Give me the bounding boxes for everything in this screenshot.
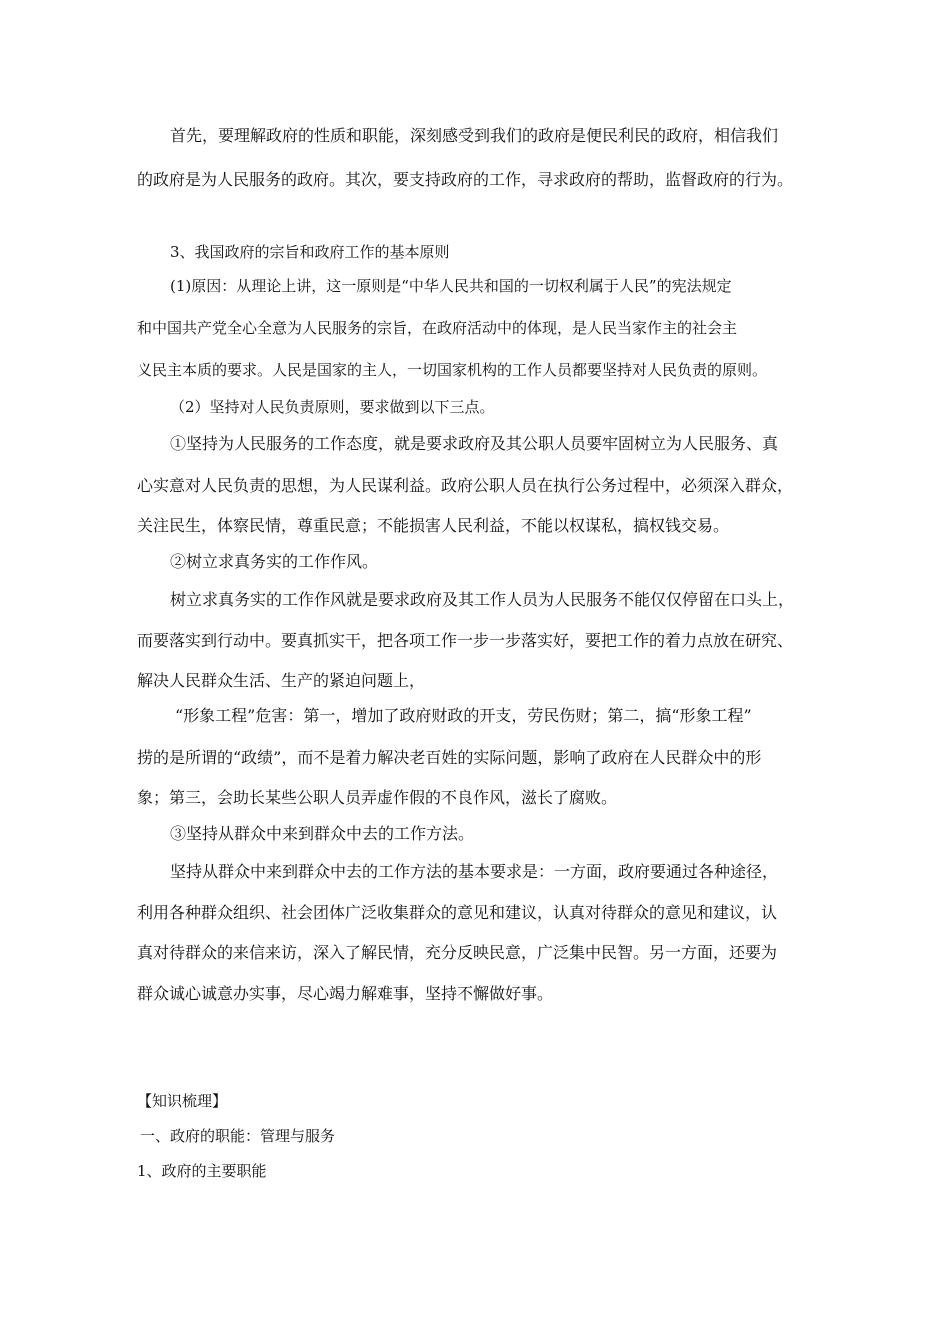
item-heading: ②树立求真务实的工作作风。 [170,552,379,571]
paragraph-line: 关注民生，体察民情，尊重民意；不能损害人民利益，不能以权谋私，搞权钱交易。 [137,516,730,535]
point-heading: （2）坚持对人民负责原则，要求做到以下三点。 [170,398,495,416]
paragraph-line: 捞的是所谓的“政绩”，而不是着力解决老百姓的实际问题，影响了政府在人民群众中的形 [137,748,762,767]
paragraph-line: 树立求真务实的工作作风就是要求政府及其工作人员为人民服务不能仅仅停留在口头上， [170,590,795,609]
paragraph-line: ①坚持为人民服务的工作态度，就是要求政府及其公职人员要牢固树立为人民服务、真 [170,434,779,453]
paragraph-line: (1)原因：从理论上讲，这一原则是“中华人民共和国的一切权利属于人民”的宪法规定 [170,277,732,295]
paragraph-line: 而要落实到行动中。要真抓实干，把各项工作一步一步落实好，要把工作的着力点放在研究、 [137,631,794,650]
paragraph-line: “形象工程”危害：第一，增加了政府财政的开支，劳民伤财；第二，搞“形象工程” [175,706,752,725]
paragraph-line: 利用各种群众组织、社会团体广泛收集群众的意见和建议，认真对待群众的意见和建议，认 [137,903,778,922]
paragraph-line: 首先，要理解政府的性质和职能，深刻感受到我们的政府是便民利民的政府，相信我们 [170,126,779,145]
paragraph-line: 象；第三，会助长某些公职人员弄虚作假的不良作风，滋长了腐败。 [137,788,618,807]
paragraph-line: 和中国共产党全心全意为人民服务的宗旨，在政府活动中的体现，是人民当家作主的社会主 [137,319,738,337]
paragraph-line: 真对待群众的来信来访，深入了解民情，充分反映民意，广泛集中民智。另一方面，还要为 [137,943,778,962]
section-heading: 3、我国政府的宗旨和政府工作的基本原则 [170,243,450,261]
paragraph-line: 心实意对人民负责的思想，为人民谋利益。政府公职人员在执行公务过程中，必须深入群众， [137,476,794,495]
paragraph-line: 义民主本质的要求。人民是国家的主人，一切国家机构的工作人员都要坚持对人民负责的原则。 [137,361,768,379]
paragraph-line: 的政府是为人民服务的政府。其次，要支持政府的工作，寻求政府的帮助，监督政府的行为。 [137,170,794,189]
section-heading: 一、政府的职能：管理与服务 [140,1127,336,1145]
paragraph-line: 群众诚心诚意办实事，尽心竭力解难事，坚持不懈做好事。 [137,984,554,1003]
knowledge-title: 【知识梳理】 [137,1092,228,1110]
paragraph-line: 解决人民群众生活、生产的紧迫问题上， [137,671,426,690]
paragraph-line: 坚持从群众中来到群众中去的工作方法的基本要求是：一方面，政府要通过各种途径， [170,862,779,881]
subsection-heading: 1、政府的主要职能 [137,1162,267,1180]
item-heading: ③坚持从群众中来到群众中去的工作方法。 [170,824,475,843]
